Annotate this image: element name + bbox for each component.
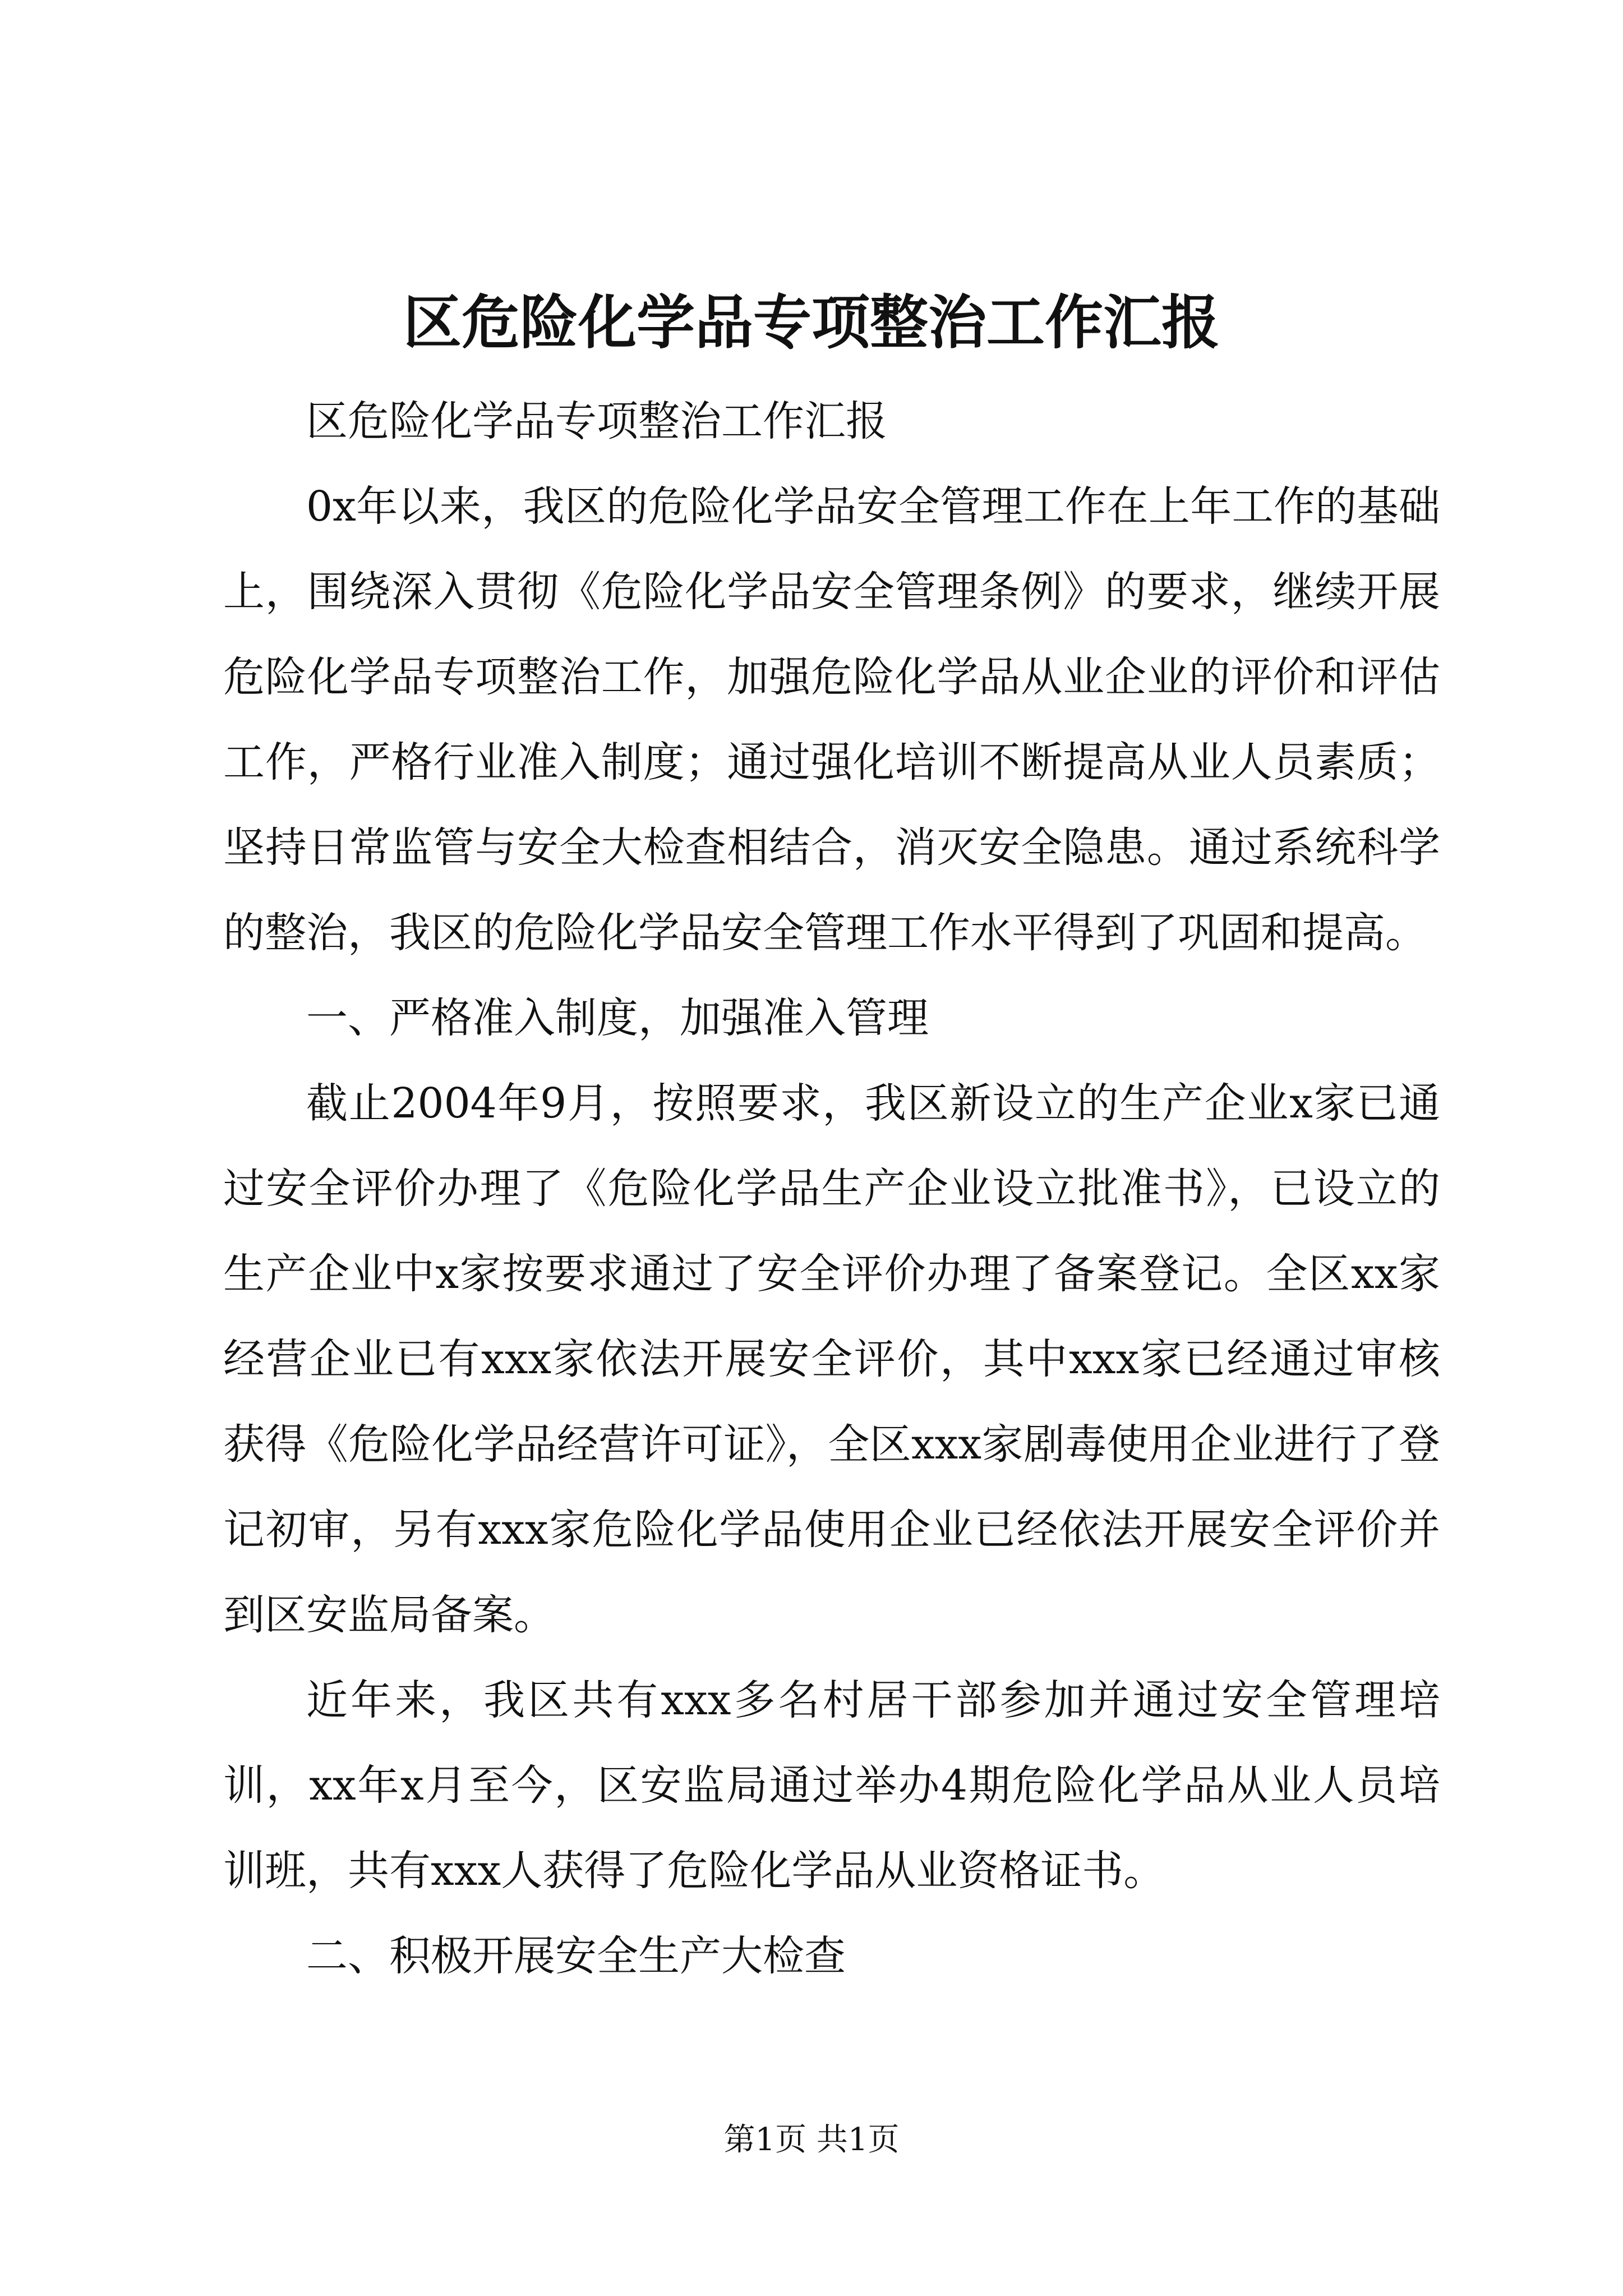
intro-paragraph: 0x年以来，我区的危险化学品安全管理工作在上年工作的基础上，围绕深入贯彻《危险化学品安全管理条例》的要求，继续开展危险化学品专项整治工作，加强危险化学品从业企业的评价和评估工作，严格行业准入制度；通过强化培训不断提高从业人员素质；坚持日常监管与安全大检查相结合，消灭安全隐患。通过系统科学的整治，我区的危险化学品安全管理工作水平得到了巩固和提高。 bbox=[223, 482, 1440, 957]
section-heading-2: 二、积极开展安全生产大检查 bbox=[306, 1932, 846, 1980]
subtitle-paragraph: 区危险化学品专项整治工作汇报 bbox=[306, 397, 887, 445]
page-number-footer: 第1页 共1页 bbox=[723, 2122, 900, 2158]
section-heading-1: 一、严格准入制度，加强准入管理 bbox=[306, 994, 929, 1042]
document-title: 区危险化学品专项整治工作汇报 bbox=[403, 288, 1220, 357]
section-1-paragraph-2: 近年来，我区共有xxx多名村居干部参加并通过安全管理培训，xx年x月至今，区安监局通过举办4期危险化学品从业人员培训班，共有xxx人获得了危险化学品从业资格证书。 bbox=[223, 1676, 1440, 1895]
section-1-paragraph-1: 截止2004年9月，按照要求，我区新设立的生产企业x家已通过安全评价办理了《危险化学品生产企业设立批准书》，已设立的生产企业中x家按要求通过了安全评价办理了备案登记。全区xx家经营企业已有xxx家依法开展安全评价，其中xxx家已经通过审核获得《危险化学品经营许可证》，全区xxx家剧毒使用企业进行了登记初审，另有xxx家危险化学品使用企业已经依法开展安全评价并到区安监局备案。 bbox=[223, 1079, 1440, 1639]
document-body bbox=[223, 379, 1440, 1999]
